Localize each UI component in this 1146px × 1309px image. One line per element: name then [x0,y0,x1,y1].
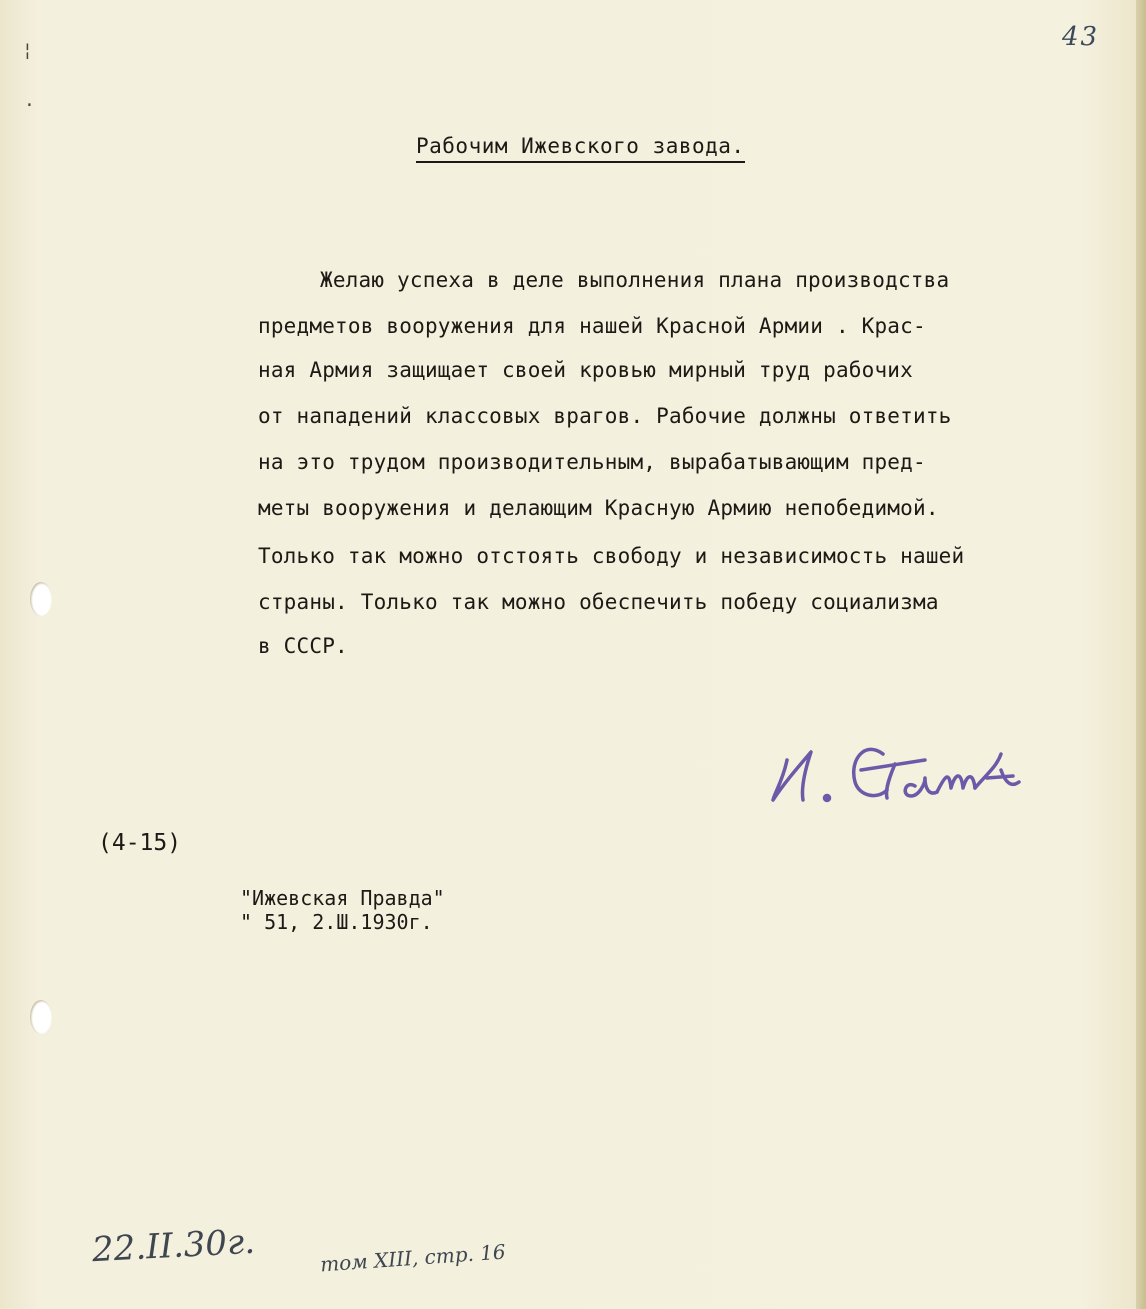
body-line: предметов вооружения для нашей Красной Армии . Крас- [258,314,926,338]
punch-hole-bottom [30,1000,52,1034]
body-line: ная Армия защищает своей кровью мирный труд рабочих [258,358,913,382]
body-line: Только так можно отстоять свободу и независимость нашей [258,544,965,568]
body-line: в СССР. [258,634,348,658]
body-line: Желаю успеха в деле выполнения плана производства [320,268,950,292]
handwritten-date: 22.II.30г. [91,1221,256,1271]
margin-tick: · [24,95,35,116]
body-line: меты вооружения и делающим Красную Армию непобедимой. [258,496,939,520]
punch-hole-top [30,582,52,616]
handwritten-reference: том XIII, стр. 16 [319,1239,507,1277]
signature [765,730,1055,820]
body-line: страны. Только так можно обеспечить победу социализма [258,590,939,614]
body-line: от нападений классовых врагов. Рабочие должны ответить [258,404,952,428]
source-publication: "Ижевская Правда" [240,886,445,910]
margin-tick: ¦ [22,40,33,61]
page-edge [1136,0,1146,1309]
page-number: 43 [1062,22,1100,52]
document-code: (4-15) [98,830,182,856]
document-title: Рабочим Ижевского завода. [416,134,745,163]
source-issue: " 51, 2.Ш.1930г. [240,910,433,934]
body-line: на это трудом производительным, вырабатывающим пред- [258,450,926,474]
